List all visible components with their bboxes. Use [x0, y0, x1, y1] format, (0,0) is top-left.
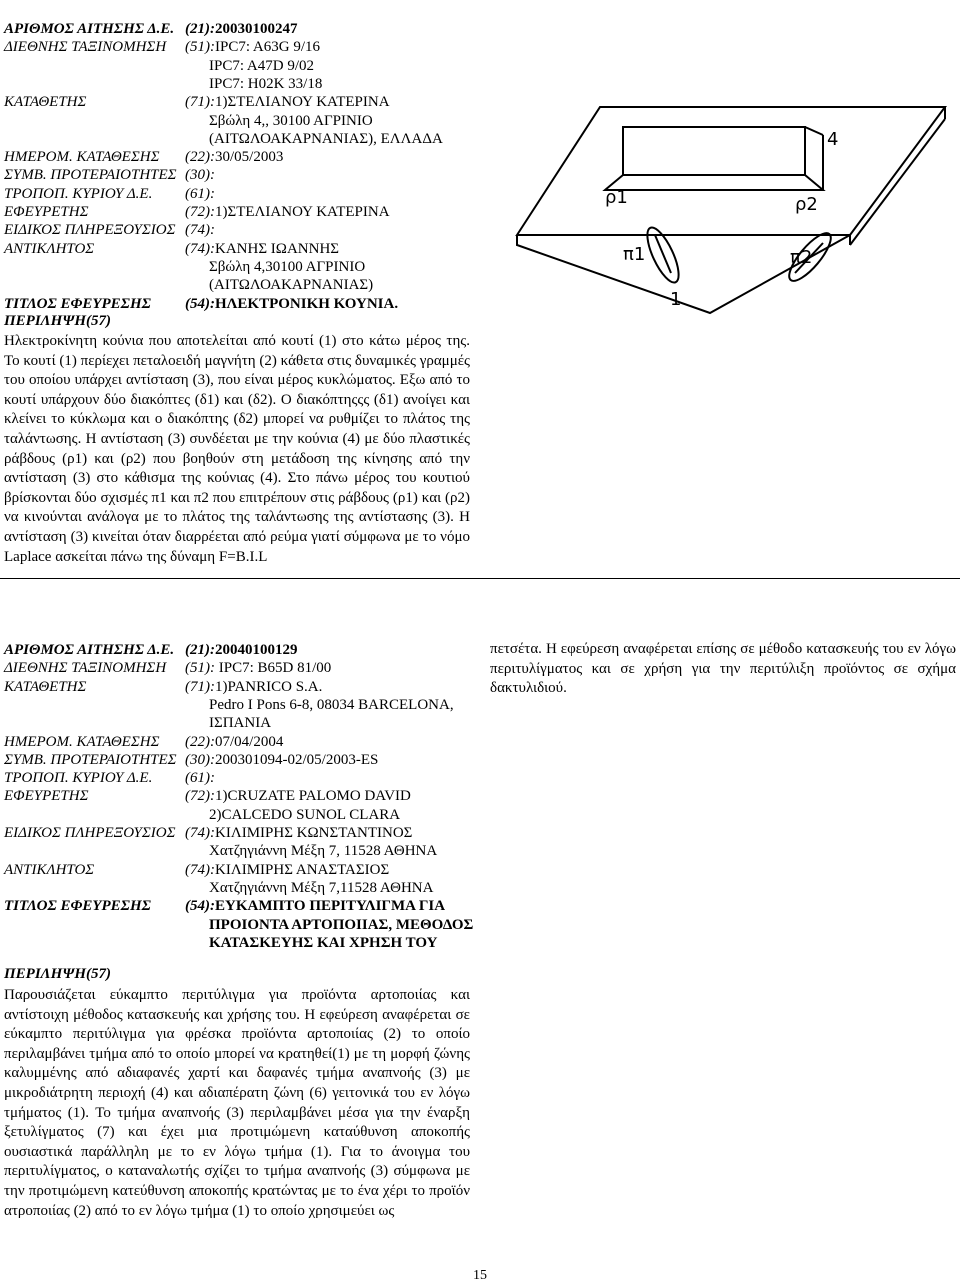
- field-code: (72):: [185, 204, 215, 220]
- field-label: ΣΥΜΒ. ΠΡΟΤΕΡΑΙΟΤΗΤΕΣ: [4, 751, 177, 768]
- field-code: (30):: [185, 751, 215, 768]
- field-label: ΔΙΕΘΝΗΣ ΤΑΞΙΝΟΜΗΣΗ: [4, 39, 167, 56]
- field-value: [209, 258, 365, 277]
- field-value: [185, 240, 339, 259]
- field-label: ΔΙΕΘΝΗΣ ΤΑΞΙΝΟΜΗΣΗ: [4, 660, 167, 677]
- field-text: 200301094-02/05/2003-ES: [215, 751, 379, 768]
- field-label: ΕΦΕΥΡΕΤΗΣ: [4, 788, 89, 805]
- field-code: (51):: [185, 39, 215, 56]
- field-text: 1)ΣΤΕΛΙΑΝΟΥ ΚΑΤΕΡΙΝΑ: [215, 94, 390, 111]
- field-value: [185, 20, 298, 39]
- field-code: (54):: [185, 295, 215, 312]
- field-text: (ΑΙΤΩΛΟΑΚΑΡΝΑΝΙΑΣ): [209, 277, 374, 294]
- label-box: 1: [670, 289, 682, 310]
- seat-outline: [623, 127, 805, 175]
- field-text: ΠΡΟΙΟΝΤΑ ΑΡΤΟΠΟΙΙΑΣ, ΜΕΘΟΔΟΣ: [209, 916, 474, 933]
- field-label: ΕΙΔΙΚΟΣ ΠΛΗΡΕΞΟΥΣΙΟΣ: [4, 825, 176, 841]
- field-value: [185, 787, 411, 806]
- page-number: 15: [473, 1268, 487, 1283]
- seat-side: [805, 127, 823, 135]
- field-text: Χατζηγιάννη Μέξη 7,11528 ΑΘΗΝΑ: [209, 879, 434, 896]
- field-value: [209, 276, 373, 295]
- field-text: 2)CALCEDO SUNOL CLARA: [209, 806, 401, 823]
- field-code: (61):: [185, 770, 215, 787]
- field-text: Χατζηγιάννη Μέξη 7, 11528 ΑΘΗΝΑ: [209, 843, 438, 860]
- field-text: ΚΙΛΙΜΙΡΗΣ ΑΝΑΣΤΑΣΙΟΣ: [215, 861, 390, 878]
- field-label: ΤΙΤΛΟΣ ΕΦΕΥΡΕΣΗΣ: [4, 295, 151, 312]
- field-text: ΕΥΚΑΜΠΤΟ ΠΕΡΙΤΥΛΙΓΜΑ ΓΙΑ: [215, 898, 446, 915]
- field-value: [185, 38, 320, 57]
- abstract-continuation-2: πετσέτα. Η εφεύρεση αναφέρεται επίσης σε μέθοδο κατασκευής του εν λόγω περιτυλίγματος και σε χρήση για την περιτύλιξη προϊόντος σε σχήμα δακτυλιδιού.: [490, 641, 956, 697]
- field-text: 20040100129: [215, 642, 298, 658]
- field-label: ΕΙΔΙΚΟΣ ΠΛΗΡΕΞΟΥΣΙΟΣ: [4, 222, 176, 239]
- abstract-heading-2: ΠΕΡΙΛΗΨΗ(57): [4, 966, 111, 982]
- field-text: Pedro I Pons 6-8, 08034 BARCELONA,: [209, 696, 454, 713]
- field-text: 1)PANRICO S.A.: [215, 678, 323, 695]
- field-code: (51):: [185, 660, 215, 677]
- field-text: Σβώλη 4,, 30100 ΑΓΡΙΝΙΟ: [209, 112, 373, 129]
- field-code: (74):: [185, 240, 215, 257]
- field-label: ΑΡΙΘΜΟΣ ΑΙΤΗΣΗΣ Δ.Ε.: [4, 21, 175, 37]
- field-value: [209, 112, 373, 131]
- field-label: ΤΡΟΠΟΠ. ΚΥΡΙΟΥ Δ.Ε.: [4, 185, 153, 202]
- field-text: 1)CRUZATE PALOMO DAVID: [215, 788, 411, 805]
- field-value: [209, 696, 454, 715]
- field-value: [209, 75, 322, 94]
- field-value: [185, 166, 215, 185]
- field-label: ΑΝΤΙΚΛΗΤΟΣ: [4, 861, 95, 878]
- field-code: (54):: [185, 898, 215, 915]
- field-text: 30/05/2003: [215, 149, 284, 166]
- field-text: IPC7: B65D 81/00: [215, 660, 332, 677]
- field-value: [209, 57, 314, 76]
- field-value: [185, 93, 390, 112]
- field-text: (ΑΙΤΩΛΟΑΚΑΡΝΑΝΙΑΣ), ΕΛΛΑΔΑ: [209, 130, 443, 147]
- label-seat: 4: [827, 129, 839, 150]
- field-label: ΚΑΤΑΘΕΤΗΣ: [4, 678, 87, 695]
- field-text: 07/04/2004: [215, 733, 284, 750]
- field-value: [185, 897, 445, 916]
- field-value: [209, 934, 438, 953]
- field-value: [209, 806, 400, 825]
- field-label: ΕΦΕΥΡΕΤΗΣ: [4, 204, 89, 220]
- field-value: [209, 916, 473, 935]
- field-code: (22):: [185, 733, 215, 750]
- field-label: ΣΥΜΒ. ΠΡΟΤΕΡΑΙΟΤΗΤΕΣ: [4, 167, 177, 184]
- label-rod2: ρ2: [795, 194, 818, 215]
- field-text: ΚΑΤΑΣΚΕΥΗΣ ΚΑΙ ΧΡΗΣΗ ΤΟΥ: [209, 934, 438, 951]
- field-code: (22):: [185, 149, 215, 166]
- field-value: [185, 733, 283, 752]
- field-value: [185, 824, 412, 843]
- field-value: [185, 295, 398, 314]
- field-value: [185, 148, 283, 167]
- field-code: (30):: [185, 167, 215, 184]
- field-text: ΙΣΠΑΝΙΑ: [209, 715, 272, 732]
- field-text: ΚΙΛΙΜΙΡΗΣ ΚΩΝΣΤΑΝΤΙΝΟΣ: [215, 825, 413, 841]
- field-value: [185, 751, 378, 770]
- field-label: ΤΡΟΠΟΠ. ΚΥΡΙΟΥ Δ.Ε.: [4, 770, 153, 787]
- label-slot1: π1: [623, 244, 646, 265]
- field-value: [185, 769, 215, 788]
- field-code: (61):: [185, 185, 215, 202]
- label-rod1: ρ1: [605, 187, 628, 208]
- field-value: [185, 221, 215, 240]
- field-label: ΑΡΙΘΜΟΣ ΑΙΤΗΣΗΣ Δ.Ε.: [4, 642, 175, 658]
- field-value: [185, 203, 390, 222]
- field-label: ΑΝΤΙΚΛΗΤΟΣ: [4, 240, 95, 257]
- field-value: [185, 659, 331, 678]
- field-label: ΗΜΕΡΟΜ. ΚΑΤΑΘΕΣΗΣ: [4, 149, 160, 166]
- field-code: (74):: [185, 222, 215, 239]
- field-code: (71):: [185, 678, 215, 695]
- field-value: [185, 641, 298, 660]
- field-label: ΚΑΤΑΘΕΤΗΣ: [4, 94, 87, 111]
- field-code: (71):: [185, 94, 215, 111]
- patent-drawing: [505, 95, 950, 315]
- field-code: (21):: [185, 642, 215, 658]
- field-value: [185, 861, 389, 880]
- field-text: 20030100247: [215, 21, 298, 37]
- field-value: [185, 678, 322, 697]
- seat-base: [605, 175, 823, 190]
- field-text: 1)ΣΤΕΛΙΑΝΟΥ ΚΑΤΕΡΙΝΑ: [215, 204, 390, 220]
- record-divider: [0, 578, 960, 579]
- field-code: (74):: [185, 861, 215, 878]
- field-value: [185, 185, 215, 204]
- abstract-heading-1: ΠΕΡΙΛΗΨΗ(57): [4, 313, 111, 329]
- abstract-text-2: Παρουσιάζεται εύκαμπτο περιτύλιγμα για προϊόντα αρτοποιίας και αντίστοιχη μέθοδος κατασκευής και χρήσης του. Η εφεύρεση αναφέρεται σε εύκαμπτο περιτύλιγμα για φρέσκα προϊόντα αρτοποιίας (2) το οποίο περιλαμβάνει τμήμα από το οποίο μπορεί να κρατηθεί(1) με τη μορφή ζώνης καλυμμένης από αδιαφανές χαρτί και δαφανές τμήμα αναπνοής (3) με μικροδιάτρητη περιοχή (4) και αδιαπέρατη ζώνη (6) γειτονικά του εν λόγω τμήματος (1). Το τμήμα αναπνοής (3) περιλαμβάνει μέσα για την έναρξη ξετυλίγματος (7) και έχει μια προτιμώμενη καταύθυνση αποκοπής ουσιαστικά παράλληλη με το εν λόγω τμήμα (1). Για το άνοιγμα του περιτυλίγματος, ο καταναλωτής σχίζει το τμήμα αναπνοής (3) σύμφωνα με την προτιμώμενη κατεύθυνση αποκοπής κρατώντας με το ένα χέρι το προϊόν ατροποιίας (2) από το εν λόγω τμήμα (1) το οποίο χρησιμεύει ως: [4, 987, 470, 1219]
- field-text: ΚΑΝΗΣ ΙΩΑΝΝΗΣ: [215, 240, 340, 257]
- field-value: [209, 879, 433, 898]
- field-value: [209, 130, 443, 149]
- field-text: IPC7: A63G 9/16: [215, 39, 321, 56]
- field-label: ΗΜΕΡΟΜ. ΚΑΤΑΘΕΣΗΣ: [4, 733, 160, 750]
- label-slot2: π2: [790, 247, 813, 268]
- field-text: IPC7: A47D 9/02: [209, 57, 315, 74]
- box-back-edge: [850, 119, 945, 245]
- abstract-text-1: Ηλεκτροκίνητη κούνια που αποτελείται από κουτί (1) στο κάτω μέρος της. Το κουτί (1) περίεχει πεταλοειδή μαγνήτη (2) κάθετα στις δυναμικές γραμμές του οποίου υπάρχει αντίσταση (3), που είναι μέρος κυκλώματος. Εξω από το κουτί υπάρχουν δύο διακόπτες (δ1) και (δ2). Ο διακόπτηςςς (δ1) ανοίγει και κλείνει το κύκλωμα και ο διακόπτης (δ2) μπορεί να ρυθμίζει το πλάτος της ταλάντωσης. Η αντίσταση (3) συνδέεται με την κούνια (4) με δύο πλαστικές ράβδους (ρ1) και (ρ2) που βοηθούν στη μετάδοση της κίνησης από την αντίσταση (3) στο κάθισμα της κούνιας (4). Στο πάνω μέρος του κουτιού βρίσκονται δύο σχισμές π1 και π2 που επιτρέπουν στις ράβδους (ρ1) και (ρ2) να κινούνται ανάλογα με το πλάτος της ταλάντωσης της αντίστασης (3). Η αντίσταση (3) κινείται όταν διαρρέεται από ρεύμα γιατί σύμφωνα με το νόμο Laplace ασκείται πάνω της δύναμη F=B.I.L: [4, 333, 470, 565]
- field-value: [209, 714, 271, 733]
- field-value: [209, 842, 437, 861]
- field-code: (72):: [185, 788, 215, 805]
- field-text: ΗΛΕΚΤΡΟΝΙΚΗ ΚΟΥΝΙΑ.: [215, 295, 399, 312]
- field-label: ΤΙΤΛΟΣ ΕΦΕΥΡΕΣΗΣ: [4, 898, 151, 915]
- field-text: Σβώλη 4,30100 ΑΓΡΙΝΙΟ: [209, 258, 366, 275]
- field-code: (74):: [185, 825, 215, 841]
- field-code: (21):: [185, 21, 215, 37]
- field-text: IPC7: H02K 33/18: [209, 75, 323, 92]
